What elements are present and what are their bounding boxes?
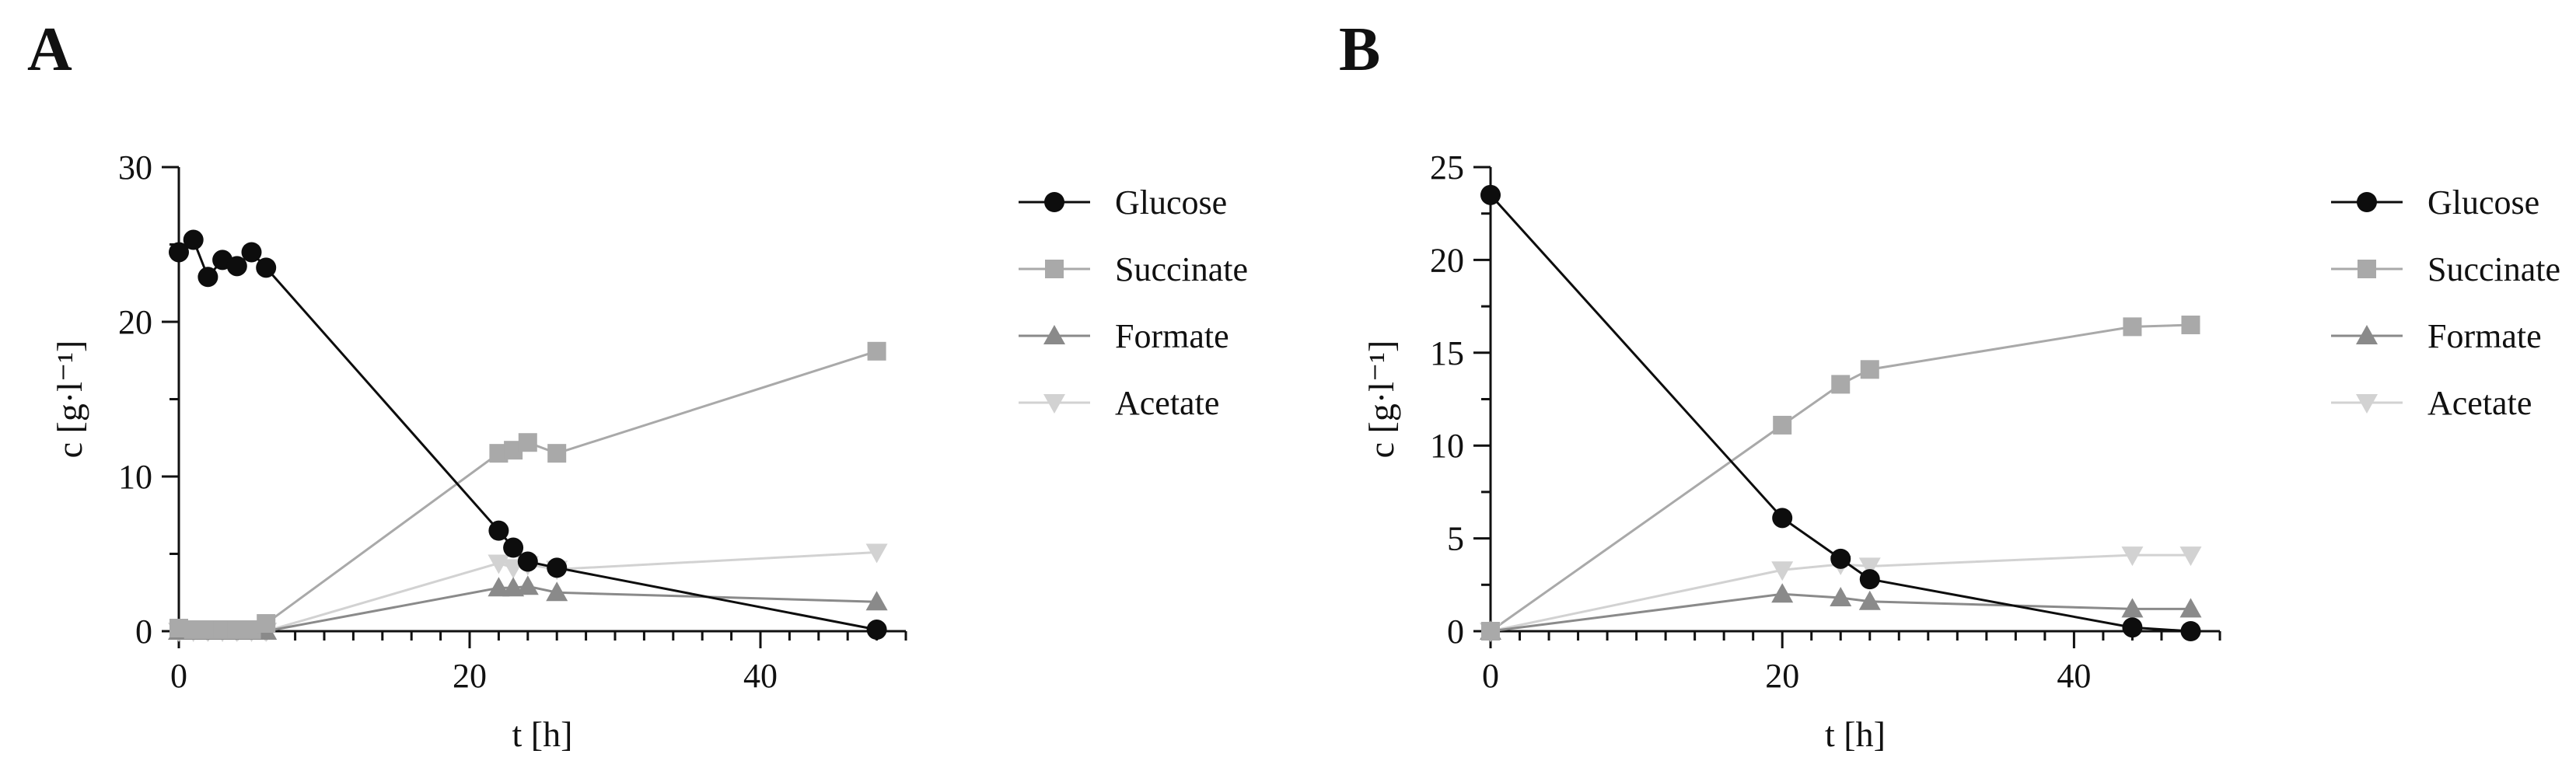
- data-point-glucose: [503, 538, 523, 558]
- legend-b: [2331, 183, 2560, 422]
- legend-marker-glucose: [1044, 192, 1064, 212]
- data-point-succinate: [1861, 360, 1879, 379]
- legend-label: Glucose: [2427, 183, 2540, 222]
- data-point-glucose: [256, 257, 276, 278]
- data-point-succinate: [1481, 622, 1500, 641]
- data-point-glucose: [867, 620, 887, 640]
- x-tick-label: 20: [453, 657, 487, 695]
- axes-b: [1361, 148, 2220, 754]
- legend-label: Acetate: [2427, 384, 2532, 422]
- legend-item-acetate: [2331, 384, 2532, 422]
- y-tick-label: 0: [135, 613, 152, 651]
- data-point-glucose: [1772, 508, 1792, 528]
- panel-letter-a: A: [27, 16, 72, 84]
- x-tick-label: 20: [1765, 657, 1800, 695]
- legend-marker-glucose: [2357, 192, 2377, 212]
- data-point-glucose: [547, 557, 567, 578]
- data-point-glucose: [518, 551, 538, 571]
- legend-label: Acetate: [1115, 384, 1220, 422]
- data-point-succinate: [257, 614, 275, 633]
- legend-item-glucose: [2331, 183, 2539, 222]
- legend-marker-succinate: [1045, 260, 1064, 278]
- y-tick-label: 10: [1430, 427, 1464, 466]
- panel-b: [1339, 16, 2560, 754]
- y-tick-label: 15: [1430, 333, 1464, 372]
- y-axis-title: c [g·l⁻¹]: [50, 340, 89, 459]
- data-point-succinate: [547, 444, 566, 463]
- plot-area-a: [168, 230, 888, 642]
- x-tick-label: 40: [2057, 657, 2092, 695]
- y-tick-label: 30: [118, 148, 152, 187]
- data-point-succinate: [1831, 375, 1850, 393]
- y-tick-label: 25: [1430, 148, 1464, 187]
- y-tick-label: 20: [1430, 241, 1464, 280]
- data-point-succinate: [1773, 416, 1791, 435]
- x-tick-label: 0: [170, 657, 187, 695]
- data-point-glucose: [2180, 621, 2200, 641]
- x-tick-label: 40: [743, 657, 778, 695]
- legend-label: Succinate: [1115, 250, 1249, 288]
- data-point-glucose: [242, 242, 262, 262]
- series-line-succinate: [1491, 325, 2190, 631]
- data-point-succinate: [868, 342, 886, 361]
- legend-item-formate: [1019, 317, 1229, 355]
- legend-item-formate: [2331, 317, 2542, 355]
- data-point-succinate: [2181, 316, 2200, 334]
- legend-label: Succinate: [2427, 250, 2561, 288]
- legend-label: Formate: [1115, 317, 1229, 355]
- data-point-formate: [1771, 583, 1793, 602]
- legend-label: Formate: [2427, 317, 2542, 355]
- x-axis-title: t [h]: [512, 714, 573, 754]
- legend-item-acetate: [1019, 384, 1219, 422]
- x-tick-label: 0: [1482, 657, 1499, 695]
- legend-item-glucose: [1019, 183, 1227, 222]
- x-axis-title: t [h]: [1825, 714, 1886, 754]
- y-axis-title: c [g·l⁻¹]: [1361, 340, 1401, 459]
- legend-marker-succinate: [2358, 260, 2376, 278]
- legend-a: [1019, 183, 1248, 422]
- plot-area-b: [1480, 185, 2201, 642]
- data-point-glucose: [488, 521, 509, 541]
- panel-letter-b: B: [1339, 16, 1381, 84]
- data-point-glucose: [197, 267, 218, 287]
- y-tick-label: 20: [118, 303, 152, 341]
- y-tick-label: 0: [1447, 613, 1464, 651]
- panel-a: [27, 16, 1248, 754]
- data-point-glucose: [1860, 569, 1880, 589]
- y-tick-label: 10: [118, 458, 152, 496]
- data-point-succinate: [519, 433, 537, 452]
- data-point-glucose: [1830, 549, 1851, 569]
- data-point-glucose: [2122, 617, 2142, 637]
- legend-label: Glucose: [1115, 183, 1228, 222]
- legend-item-succinate: [2331, 250, 2560, 288]
- data-point-glucose: [1480, 185, 1501, 205]
- data-point-succinate: [2123, 317, 2141, 336]
- data-point-formate: [517, 575, 539, 595]
- legend-item-succinate: [1019, 250, 1248, 288]
- data-point-glucose: [227, 256, 247, 276]
- y-tick-label: 5: [1447, 519, 1464, 558]
- axes-a: [50, 148, 906, 754]
- data-point-glucose: [184, 230, 204, 250]
